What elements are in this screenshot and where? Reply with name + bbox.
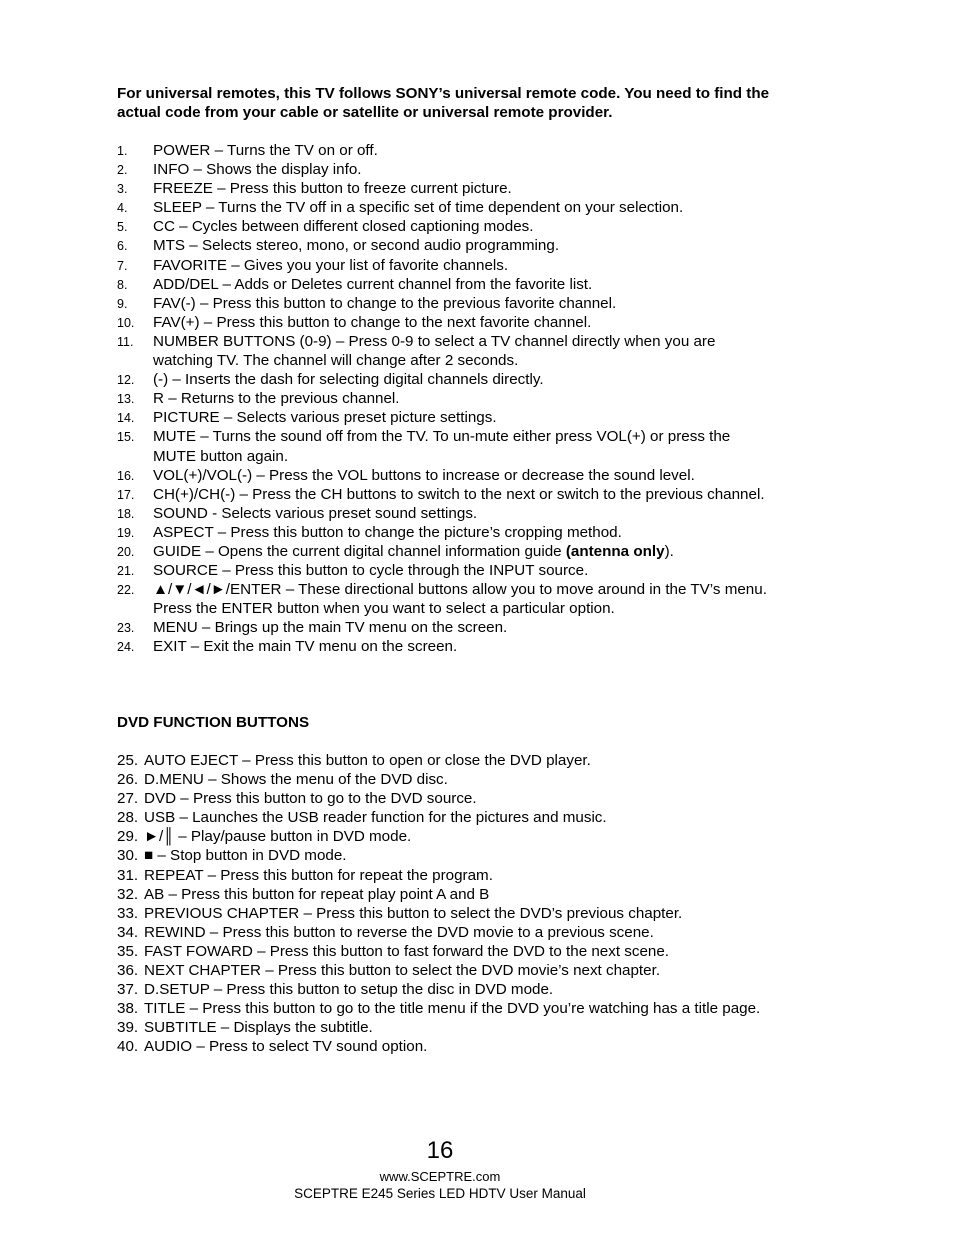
- item-number: 25.: [117, 752, 139, 769]
- item-number: 3.: [117, 182, 128, 197]
- page-footer: [0, 1137, 880, 1202]
- item-text: AUTO EJECT – Press this button to open or close the DVD player.: [144, 752, 591, 769]
- item-number: 13.: [117, 392, 135, 407]
- website-link: www.SCEPTRE.com: [379, 1169, 501, 1184]
- item-number: 24.: [117, 640, 135, 655]
- item-text: USB – Launches the USB reader function for the pictures and music.: [144, 809, 607, 827]
- list-item: [117, 751, 777, 770]
- item-number: 21.: [117, 564, 135, 579]
- item-number: 39.: [117, 1019, 139, 1037]
- list-item: [117, 980, 777, 999]
- item-text: GUIDE – Opens the current digital channel information guide: [153, 542, 566, 560]
- item-text: NUMBER BUTTONS (0-9) – Press 0-9 to select a TV channel directly when you are watching TV. The channel will change after 2 seconds.: [153, 332, 716, 370]
- item-number: 36.: [117, 962, 139, 980]
- item-text: SUBTITLE – Displays the subtitle.: [144, 1019, 373, 1037]
- item-number: 10.: [117, 315, 135, 330]
- item-number: 14.: [117, 411, 135, 426]
- item-number: 23.: [117, 621, 135, 636]
- list-item: [117, 523, 777, 542]
- item-text: ■ – Stop button in DVD mode.: [144, 847, 347, 865]
- list-item: [117, 580, 777, 618]
- list-item: [117, 389, 777, 408]
- item-text: CC – Cycles between different closed captioning modes.: [153, 218, 534, 236]
- item-number: 20.: [117, 544, 135, 559]
- item-number: 4.: [117, 201, 128, 216]
- item-number: 40.: [117, 1038, 139, 1056]
- item-text: ►/║ – Play/pause button in DVD mode.: [144, 828, 412, 846]
- item-text: SOUND - Selects various preset sound settings.: [153, 504, 478, 522]
- list-item: [117, 256, 777, 275]
- list-item: [117, 637, 777, 656]
- list-item: [117, 885, 777, 904]
- list-item: [117, 808, 777, 827]
- item-text: REWIND – Press this button to reverse the DVD movie to a previous scene.: [144, 923, 654, 941]
- item-number: 6.: [117, 239, 128, 254]
- list-item: [117, 179, 777, 198]
- list-item: [117, 961, 777, 980]
- item-number: 16.: [117, 468, 135, 483]
- item-number: 18.: [117, 506, 135, 521]
- list-item: [117, 275, 777, 294]
- item-text: FAST FOWARD – Press this button to fast forward the DVD to the next scene.: [144, 942, 670, 960]
- item-text: MTS – Selects stereo, mono, or second audio programming.: [153, 237, 560, 255]
- item-number: 19.: [117, 525, 135, 540]
- item-text: (-) – Inserts the dash for selecting digital channels directly.: [153, 371, 544, 389]
- item-text: DVD – Press this button to go to the DVD source.: [144, 790, 477, 808]
- list-item: [117, 370, 777, 389]
- item-number: 31.: [117, 866, 139, 884]
- item-text-suffix: ).: [664, 542, 674, 560]
- item-text: MUTE – Turns the sound off from the TV. To un-mute either press VOL(+) or press the MUTE button again.: [153, 428, 731, 465]
- list-item: [117, 198, 777, 217]
- page-number: 16: [426, 1137, 454, 1164]
- list-item: [117, 217, 777, 236]
- item-text: MENU – Brings up the main TV menu on the screen.: [153, 619, 508, 637]
- item-text: REPEAT – Press this button for repeat the program.: [144, 866, 493, 884]
- list-item: [117, 408, 777, 427]
- list-item: [117, 485, 777, 504]
- item-number: 26.: [117, 771, 139, 789]
- list-item: [117, 504, 777, 523]
- item-text: EXIT – Exit the main TV menu on the screen.: [153, 638, 458, 656]
- item-text: ASPECT – Press this button to change the picture’s cropping method.: [153, 523, 622, 541]
- item-number: 29.: [117, 828, 139, 846]
- item-number: 35.: [117, 942, 139, 960]
- dvd-buttons-list: [117, 751, 777, 1057]
- item-text: SLEEP – Turns the TV off in a specific set of time dependent on your selection.: [153, 199, 684, 217]
- item-bold-text: (antenna only: [565, 542, 665, 560]
- item-text: AB – Press this button for repeat play point A and B: [144, 885, 490, 903]
- item-number: 9.: [117, 296, 128, 311]
- item-number: 34.: [117, 923, 139, 941]
- item-number: 7.: [117, 258, 128, 273]
- item-number: 22.: [117, 583, 135, 598]
- list-item: [117, 923, 777, 942]
- list-item: [117, 332, 777, 370]
- item-text: D.SETUP – Press this button to setup the disc in DVD mode.: [144, 981, 554, 999]
- item-text: PICTURE – Selects various preset picture settings.: [153, 409, 497, 427]
- item-number: 28.: [117, 809, 139, 827]
- list-item: [117, 1018, 777, 1037]
- list-item: [117, 846, 777, 865]
- item-text: VOL(+)/VOL(-) – Press the VOL buttons to increase or decrease the sound level.: [153, 466, 695, 484]
- list-item: [117, 1037, 777, 1056]
- item-text: POWER – Turns the TV on or off.: [153, 142, 378, 159]
- list-item: [117, 770, 777, 789]
- list-item: [117, 313, 777, 332]
- item-text: R – Returns to the previous channel.: [153, 390, 400, 408]
- list-item: [117, 294, 777, 313]
- list-item: [117, 160, 777, 179]
- item-number: 32.: [117, 885, 139, 903]
- intro-paragraph: For universal remotes, this TV follows SONY’s universal remote code. You need to find the actual code from your cable or satellite or universal remote provider.: [117, 85, 770, 121]
- item-text: D.MENU – Shows the menu of the DVD disc.: [144, 771, 448, 789]
- list-item: [117, 542, 777, 561]
- item-number: 12.: [117, 373, 135, 388]
- list-item: [117, 999, 777, 1018]
- item-number: 8.: [117, 277, 128, 292]
- list-item: [117, 789, 777, 808]
- item-text: FREEZE – Press this button to freeze current picture.: [153, 180, 512, 198]
- item-number: 30.: [117, 847, 139, 865]
- list-item: [117, 827, 777, 846]
- item-number: 38.: [117, 1000, 139, 1018]
- list-item: [117, 561, 777, 580]
- list-item: [117, 466, 777, 485]
- list-item: [117, 904, 777, 923]
- list-item: [117, 236, 777, 255]
- item-number: 15.: [117, 430, 135, 445]
- item-text: PREVIOUS CHAPTER – Press this button to select the DVD’s previous chapter.: [144, 904, 683, 922]
- manual-title: SCEPTRE E245 Series LED HDTV User Manual: [294, 1186, 586, 1201]
- item-text: TITLE – Press this button to go to the title menu if the DVD you’re watching has a title page.: [144, 1000, 761, 1018]
- item-number: 33.: [117, 904, 139, 922]
- item-number: 1.: [117, 144, 128, 158]
- list-item: [117, 141, 777, 160]
- item-number: 5.: [117, 220, 128, 235]
- item-number: 2.: [117, 163, 128, 178]
- item-number: 27.: [117, 790, 139, 808]
- item-number: 17.: [117, 487, 135, 502]
- item-text: ▲/▼/◄/►/ENTER – These directional buttons allow you to move around in the TV’s menu. Press the ENTER button when you want to select a particular option.: [153, 581, 767, 618]
- list-item: [117, 866, 777, 885]
- item-text: FAV(-) – Press this button to change to the previous favorite channel.: [153, 294, 617, 312]
- list-item: [117, 942, 777, 961]
- item-text: NEXT CHAPTER – Press this button to select the DVD movie’s next chapter.: [144, 962, 661, 980]
- item-number: 37.: [117, 981, 139, 999]
- list-item: [117, 618, 777, 637]
- item-text: FAV(+) – Press this button to change to the next favorite channel.: [153, 313, 592, 331]
- item-text: AUDIO – Press to select TV sound option.: [144, 1038, 428, 1056]
- remote-buttons-list: [117, 141, 777, 657]
- dvd-section-heading: DVD FUNCTION BUTTONS: [117, 714, 310, 731]
- item-text: SOURCE – Press this button to cycle through the INPUT source.: [153, 562, 589, 580]
- item-text: CH(+)/CH(-) – Press the CH buttons to switch to the next or switch to the previous channel.: [153, 485, 765, 503]
- item-number: 11.: [117, 334, 134, 349]
- item-text: FAVORITE – Gives you your list of favorite channels.: [153, 256, 509, 274]
- list-item: [117, 427, 777, 465]
- item-text: ADD/DEL – Adds or Deletes current channel from the favorite list.: [153, 275, 593, 293]
- item-text: INFO – Shows the display info.: [153, 161, 362, 179]
